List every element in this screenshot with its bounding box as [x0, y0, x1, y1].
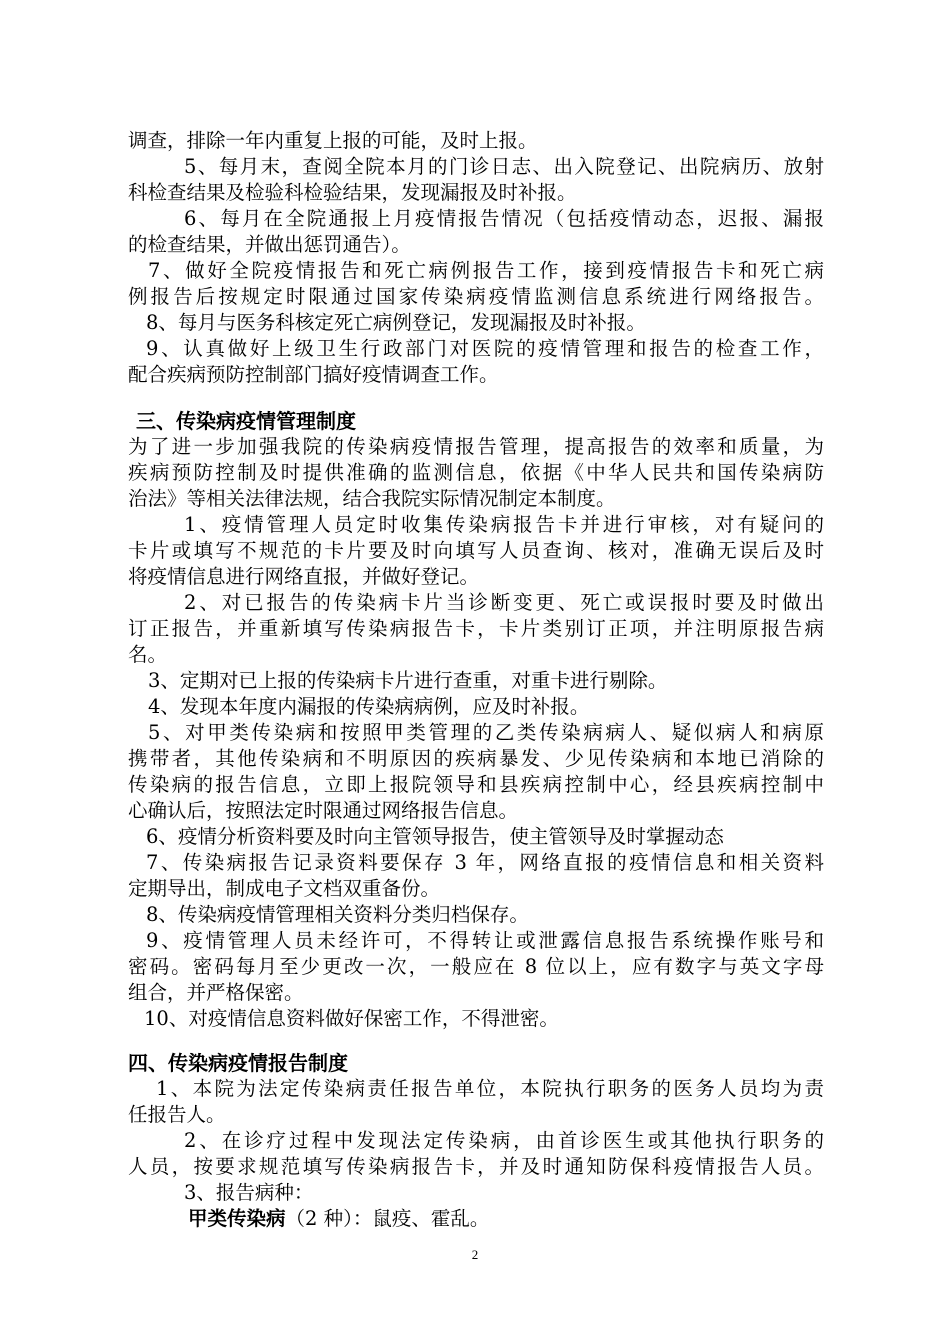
class-a-label: 甲类传染病 [188, 1207, 286, 1230]
paragraph-line: 10、对疫情信息资料做好保密工作，不得泄密。 [144, 1007, 559, 1030]
paragraph-line: 的检查结果，并做出惩罚通告）。 [128, 233, 411, 256]
paragraph-line: 订正报告，并重新填写传染病报告卡，卡片类别订正项，并注明原报告病 [128, 617, 824, 640]
paragraph-line: 人员，按要求规范填写传染病报告卡，并及时通知防保科疫情报告人员。 [128, 1155, 824, 1178]
paragraph-line: 4、发现本年度内漏报的传染病病例，应及时补报。 [148, 695, 590, 718]
paragraph-line: 为了进一步加强我院的传染病疫情报告管理，提高报告的效率和质量，为 [128, 435, 824, 458]
paragraph-line: 9、认真做好上级卫生行政部门对医院的疫情管理和报告的检查工作， [146, 337, 824, 360]
paragraph-line: 2、在诊疗过程中发现法定传染病，由首诊医生或其他执行职务的 [184, 1129, 824, 1152]
paragraph-line: 1、疫情管理人员定时收集传染病报告卡并进行审核，对有疑问的 [184, 513, 824, 536]
paragraph-line: 3、报告病种： [184, 1181, 314, 1204]
paragraph-line: 配合疾病预防控制部门搞好疫情调查工作。 [128, 363, 499, 386]
paragraph-line: 5、每月末，查阅全院本月的门诊日志、出入院登记、出院病历、放射 [184, 155, 824, 178]
paragraph-line: 8、传染病疫情管理相关资料分类归档保存。 [146, 903, 529, 926]
paragraph-line: 卡片或填写不规范的卡片要及时向填写人员查询、核对，准确无误后及时 [128, 539, 824, 562]
paragraph-line: 1、本院为法定传染病责任报告单位，本院执行职务的医务人员均为责 [156, 1077, 824, 1100]
paragraph-line: 9、疫情管理人员未经许可，不得转让或泄露信息报告系统操作账号和 [146, 929, 824, 952]
paragraph-line: 心确认后，按照法定时限通过网络报告信息。 [128, 799, 519, 822]
section-heading: 三、传染病疫情管理制度 [136, 409, 356, 433]
paragraph-line: 携带者，其他传染病和不明原因的疾病暴发、少见传染病和本地已消除的 [128, 747, 824, 770]
paragraph-line: 7、传染病报告记录资料要保存 3 年，网络直报的疫情信息和相关资料 [146, 851, 824, 874]
paragraph-line: 8、每月与医务科核定死亡病例登记，发现漏报及时补报。 [146, 311, 646, 334]
paragraph-line: 科检查结果及检验科检验结果，发现漏报及时补报。 [128, 181, 577, 204]
paragraph-line: 7、做好全院疫情报告和死亡病例报告工作，接到疫情报告卡和死亡病 [148, 259, 824, 282]
paragraph-line: 传染病的报告信息，立即上报院领导和县疾病控制中心，经县疾病控制中 [128, 773, 824, 796]
paragraph-line: 任报告人。 [128, 1103, 226, 1126]
class-a-text: （2 种）：鼠疫、霍乱。 [285, 1207, 490, 1230]
paragraph-line: 6、疫情分析资料要及时向主管领导报告，使主管领导及时掌握动态 [146, 825, 724, 848]
page-number: 2 [471, 1247, 479, 1262]
section-heading: 四、传染病疫情报告制度 [128, 1051, 348, 1075]
class-a-line [188, 1206, 824, 1232]
paragraph-line: 定期导出，制成电子文档双重备份。 [128, 877, 441, 900]
paragraph-line: 例报告后按规定时限通过国家传染病疫情监测信息系统进行网络报告。 [128, 285, 824, 308]
paragraph-line: 2、对已报告的传染病卡片当诊断变更、死亡或误报时要及时做出 [184, 591, 824, 614]
paragraph-line: 疾病预防控制及时提供准确的监测信息，依据《中华人民共和国传染病防 [128, 461, 824, 484]
paragraph-line: 密码。密码每月至少更改一次，一般应在 8 位以上，应有数字与英文字母 [128, 955, 824, 978]
paragraph-line: 6、每月在全院通报上月疫情报告情况（包括疫情动态，迟报、漏报 [184, 207, 824, 230]
paragraph-line: 将疫情信息进行网络直报，并做好登记。 [128, 565, 480, 588]
paragraph-line: 组合，并严格保密。 [128, 981, 304, 1004]
paragraph-line: 治法》等相关法律法规，结合我院实际情况制定本制度。 [128, 487, 616, 510]
paragraph-line: 名。 [128, 643, 168, 666]
paragraph-line: 5、对甲类传染病和按照甲类管理的乙类传染病病人、疑似病人和病原 [148, 721, 824, 744]
paragraph-line: 调查，排除一年内重复上报的可能，及时上报。 [128, 129, 538, 152]
paragraph-line: 3、定期对已上报的传染病卡片进行查重，对重卡进行剔除。 [148, 669, 668, 692]
